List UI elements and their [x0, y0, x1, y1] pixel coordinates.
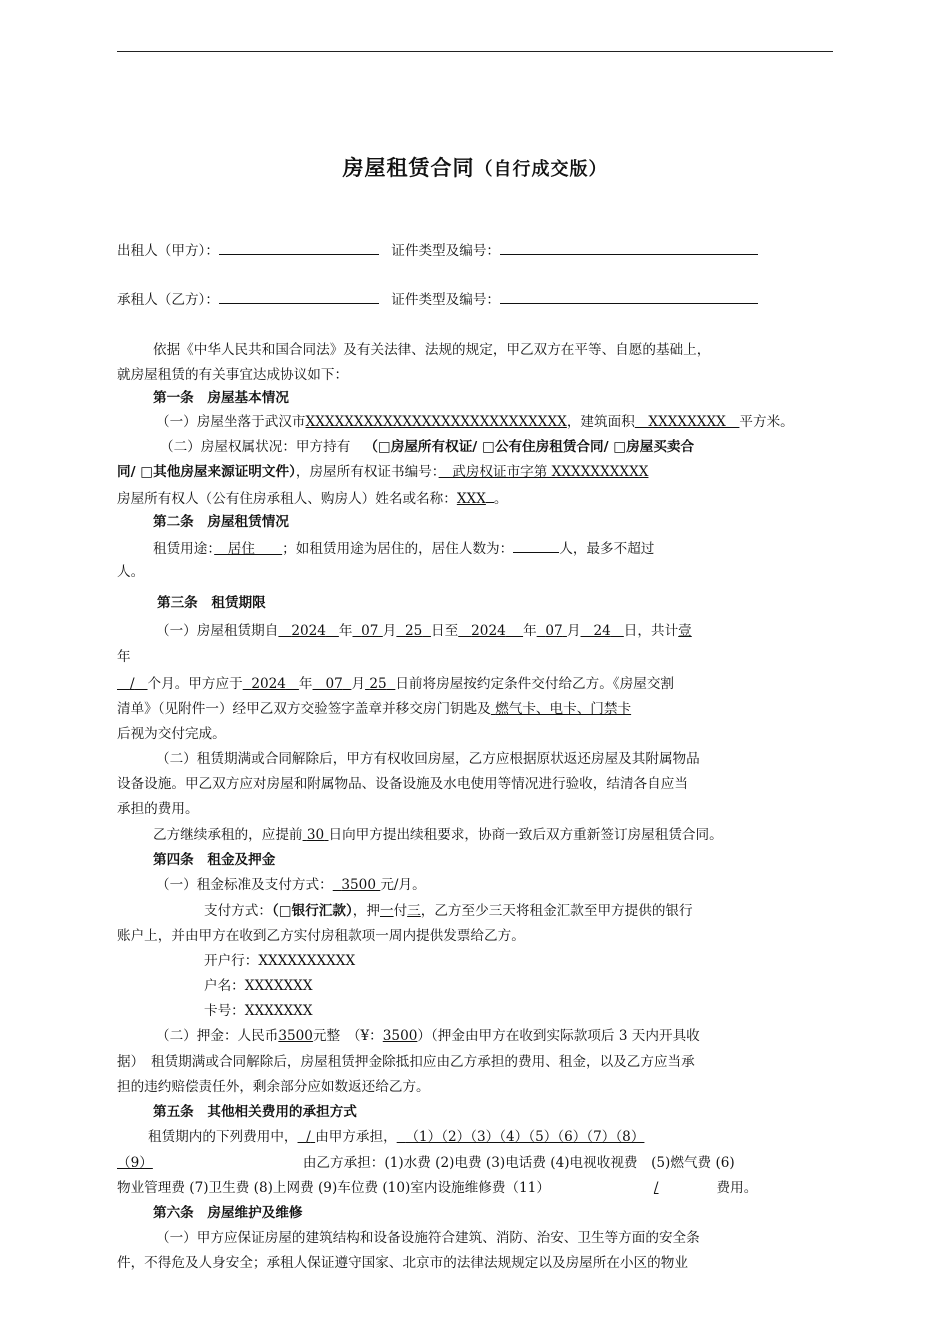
article-6-title: 第六条 房屋维护及维修 [153, 1205, 303, 1221]
residents-field[interactable] [513, 538, 559, 553]
article-3-title: 第三条 租赁期限 [157, 595, 266, 611]
lessor-name-field[interactable] [219, 240, 379, 255]
lessor-id-field[interactable] [500, 240, 758, 255]
account-name-row: 户名：XXXXXXX [204, 978, 313, 994]
article-5-line-2: （9） 由乙方承担：(1)水费 (2)电费 (3)电话费 (4)电视收视费 (5)燃气费 (6) [117, 1155, 735, 1171]
article-4-payment-line-1: 支付方式：（□银行汇款），押一付三，乙方至少三天将租金汇款至甲方提供的银行 [204, 903, 693, 919]
article-4-clause-2-line-1: （二）押金：人民币3500元整 （¥：3500）（押金由甲方在收到实际款项后 3 天内开具收 [156, 1028, 700, 1044]
header-rule [117, 51, 833, 52]
article-4-payment-line-2: 账户上，并由甲方在收到乙方实付房租款项一周内提供发票给乙方。 [117, 928, 525, 944]
lessee-line: 承租人（乙方）： 证件类型及编号： [117, 289, 758, 309]
article-3-clause-1-line-2: 年 [117, 649, 131, 665]
lessee-name-field[interactable] [219, 289, 379, 304]
lessor-line: 出租人（甲方）： 证件类型及编号： [117, 240, 758, 260]
article-6-clause-1-line-1: （一）甲方应保证房屋的建筑结构和设备设施符合建筑、消防、治安、卫生等方面的安全条 [156, 1230, 700, 1246]
article-1-clause-2-line-2: 同/ □其他房屋来源证明文件），房屋所有权证书编号： 武房权证市字第 XXXXXXXXXX [117, 464, 649, 480]
article-3-clause-2-line-1: （二）租赁期满或合同解除后，甲方有权收回房屋，乙方应根据原状返还房屋及其附属物品 [156, 751, 700, 767]
article-4-clause-2-line-3: 担的违约赔偿责任外，剩余部分应如数返还给乙方。 [117, 1079, 430, 1095]
article-3-clause-1-line-4: 清单》（见附件一）经甲乙双方交验签字盖章并移交房门钥匙及 燃气卡、电卡、门禁卡 [117, 701, 632, 717]
article-1-title: 第一条 房屋基本情况 [153, 390, 289, 406]
article-6-clause-1-line-2: 件，不得危及人身安全；承租人保证遵守国家、北京市的法律法规规定以及房屋所在小区的物业 [117, 1255, 688, 1271]
bank-name-row: 开户行：XXXXXXXXXX [204, 953, 356, 969]
article-1-clause-1: （一）房屋坐落于武汉市XXXXXXXXXXXXXXXXXXXXXXXXXXX，建筑面积 XXXXXXXX 平方米。 [156, 414, 794, 430]
article-3-renewal: 乙方继续承租的，应提前 30 日向甲方提出续租要求，协商一致后双方重新签订房屋租赁合同。 [153, 827, 723, 843]
article-3-clause-1-line-5: 后视为交付完成。 [117, 726, 226, 742]
lessee-id-field[interactable] [500, 289, 758, 304]
article-5-title: 第五条 其他相关费用的承担方式 [153, 1104, 357, 1120]
intro-line-2: 就房屋租赁的有关事宜达成协议如下： [117, 367, 349, 383]
article-3-clause-1-line-1: （一）房屋租赁期自 2024 年 07 月 25 日至 2024 年 07 月 24 日，共计壹 [156, 623, 692, 639]
article-1-clause-2-line-3: 房屋所有权人（公有住房承租人、购房人）姓名或名称：XXX 。 [117, 488, 507, 508]
article-4-clause-2-line-2: 据） 租赁期满或合同解除后，房屋租赁押金除抵扣应由乙方承担的费用、租金，以及乙方应当承 [117, 1054, 695, 1070]
article-3-clause-2-line-3: 承担的费用。 [117, 801, 199, 817]
article-4-clause-1: （一）租金标准及支付方式： 3500 元/月。 [156, 877, 426, 893]
article-3-clause-2-line-2: 设备设施。甲乙双方应对房屋和附属物品、设备设施及水电使用等情况进行验收，结清各自应当 [117, 776, 688, 792]
article-1-clause-2-line-1: （二）房屋权属状况：甲方持有 （□房屋所有权证/ □公有住房租赁合同/ □房屋买卖合 [160, 439, 695, 455]
document-title: 房屋租赁合同（自行成交版） [342, 156, 608, 180]
card-number-row: 卡号：XXXXXXX [204, 1003, 313, 1019]
article-2-use-line-2: 人。 [117, 564, 145, 580]
article-2-title: 第二条 房屋租赁情况 [153, 514, 289, 530]
article-5-line-1: 租赁期内的下列费用中， / 由甲方承担， （1）（2）（3）（4）（5）（6）（7）（8） [148, 1129, 645, 1145]
intro-line-1: 依据《中华人民共和国合同法》及有关法律、法规的规定，甲乙双方在平等、自愿的基础上， [153, 342, 711, 358]
article-2-use-line: 租赁用途： 居住 ；如租赁用途为居住的，居住人数为： 人，最多不超过 [153, 538, 654, 558]
article-4-title: 第四条 租金及押金 [153, 852, 276, 868]
article-5-line-3: 物业管理费 (7)卫生费 (8)上网费 (9)车位费 (10)室内设施维修费（11） / 费用。 [117, 1180, 758, 1196]
article-3-clause-1-line-3: / 个月。甲方应于 2024 年 07 月 25 日前将房屋按约定条件交付给乙方。《房屋交割 [129, 676, 675, 692]
